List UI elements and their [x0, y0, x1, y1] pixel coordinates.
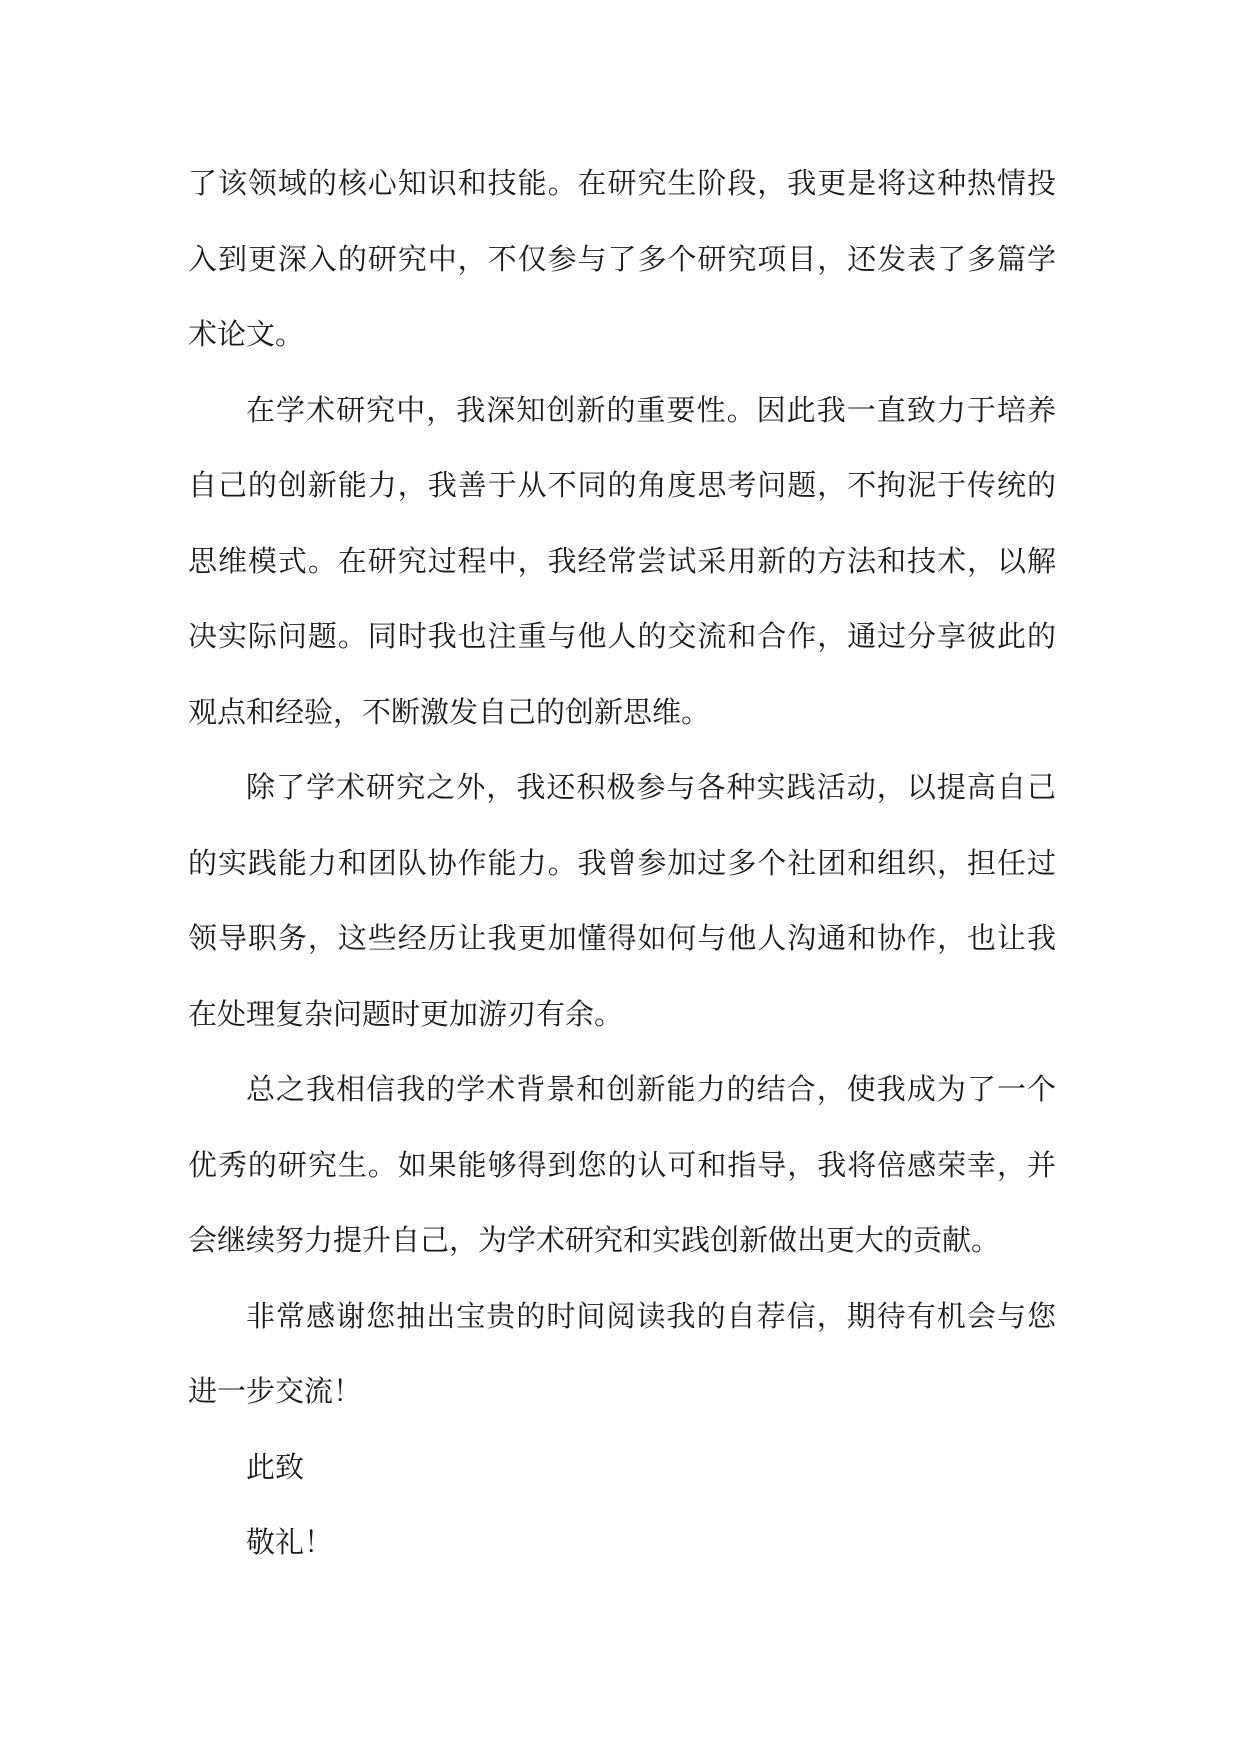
paragraph-practice: 除了学术研究之外，我还积极参与各种实践活动，以提高自己的实践能力和团队协作能力。我曾参加过多个社团和组织，担任过领导职务，这些经历让我更加懂得如何与他人沟通和协作，也让我在处理复杂问题时更加游刃有余。 [188, 770, 1056, 1031]
closing-salutation: 此致 [246, 1449, 305, 1484]
paragraph-thanks: 非常感谢您抽出宝贵的时间阅读我的自荐信，期待有机会与您进一步交流！ [188, 1298, 1056, 1408]
paragraph-innovation: 在学术研究中，我深知创新的重要性。因此我一直致力于培养自己的创新能力，我善于从不同的角度思考问题，不拘泥于传统的思维模式。在研究过程中，我经常尝试采用新的方法和技术，以解决实际问题。同时我也注重与他人的交流和合作，通过分享彼此的观点和经验，不断激发自己的创新思维。 [188, 392, 1056, 729]
letter-body [188, 146, 1056, 1581]
paragraph-conclusion: 总之我相信我的学术背景和创新能力的结合，使我成为了一个优秀的研究生。如果能够得到您的认可和指导，我将倍感荣幸，并会继续努力提升自己，为学术研究和实践创新做出更大的贡献。 [188, 1072, 1056, 1257]
paragraph-continuation: 了该领域的核心知识和技能。在研究生阶段，我更是将这种热情投入到更深入的研究中，不仅参与了多个研究项目，还发表了多篇学术论文。 [188, 166, 1056, 351]
closing-regards: 敬礼！ [246, 1525, 334, 1559]
